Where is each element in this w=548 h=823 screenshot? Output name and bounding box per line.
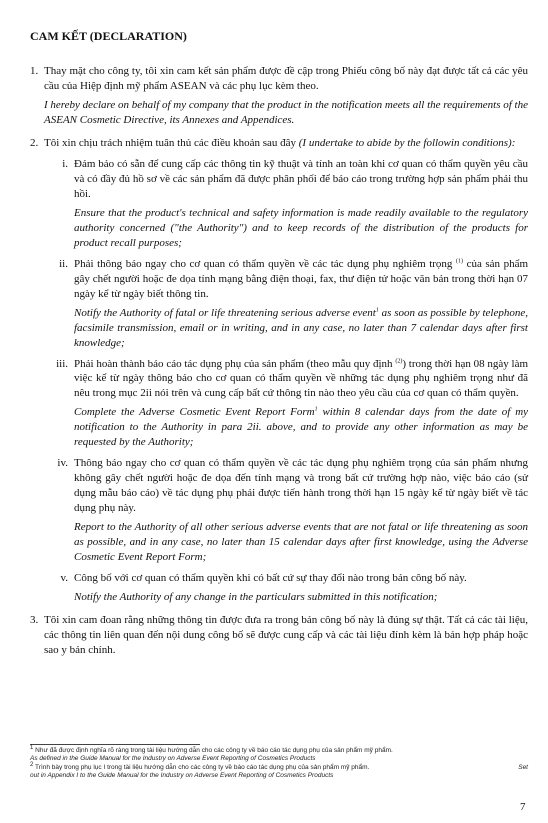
footnotes [30, 744, 528, 781]
condition-text-vi [74, 257, 528, 302]
condition-text-en-b: within 8 calendar days from the date of my notification to the Authority in para 2ii. above, and to provide any other information as may be requested by the Authority; [74, 406, 529, 449]
declaration-page [30, 28, 528, 666]
condition-text-en: Notify the Authority of any change in the particulars submitted in this notification; [74, 590, 438, 603]
declaration-item-1 [30, 64, 528, 128]
condition-text-en: Report to the Authority of all other serious adverse events that are not fatal or life threatening as soon as possible, and in any case, no later than 15 calendar days after first knowledge, using the Adverse Cosmetic Event Report Form; [74, 521, 528, 563]
footnote-2-en-start: Set [518, 763, 528, 771]
footnote-mark: 2 [30, 761, 34, 768]
item-text-vi [44, 136, 528, 151]
condition-text-en [74, 405, 528, 450]
item-text-en: I hereby declare on behalf of my company that the product in the notification meets all the requirements of the ASEAN Cosmetic Directive, its Annexes and Appendices. [44, 99, 528, 127]
item-number: 3. [30, 613, 39, 626]
condition-text-en-a: Notify the Authority of fatal or life threatening serious adverse event [74, 306, 376, 319]
condition-text-vi: Thông báo ngay cho cơ quan có thẩm quyền về các tác dụng phụ nghiêm trọng của sản phẩm nhưng không gây chết người hoặc đe dọa đến tính mạng và trong bất cứ trường hợp nào, việc báo cáo (sử dụng mẫu báo cáo) về tác dụng phụ phải được tiến hành trong thời hạn 15 ngày kể từ ngày biết về tác dụng phụ này. [74, 457, 528, 515]
page-title: CAM KẾT (DECLARATION) [30, 29, 187, 43]
condition-text-en-a: Complete the Adverse Cosmetic Event Report Form [74, 406, 315, 419]
footnote-1-vi [30, 744, 528, 755]
item-number: 2. [30, 137, 39, 150]
declaration-item-2 [30, 136, 528, 605]
condition-text-vi: Công bố với cơ quan có thẩm quyền khi có bất cứ sự thay đổi nào trong bản công bố này. [74, 571, 467, 584]
condition-i [44, 157, 528, 251]
footnote-2-vi-line [30, 761, 370, 772]
condition-text-en-b: as soon as possible by telephone, facsimile transmission, email or in writing, and in any case, no later than 7 calendar days after first knowledge; [74, 306, 528, 349]
footnote-2-en: out in Appendix I to the Guide Manual for the Industry on Adverse Event Reporting of Cosmetics Products [30, 772, 334, 780]
condition-v [44, 571, 528, 605]
condition-iii [44, 357, 528, 451]
condition-number: iii. [56, 357, 68, 370]
condition-text-vi-a: Phải thông báo ngay cho cơ quan có thẩm quyền về các tác dụng phụ nghiêm trọng [74, 257, 453, 270]
condition-text-en: Ensure that the product's technical and safety information is made readily available to the regulatory authority concerned ("the Authority") and to keep records of the distribution of the products for product recall purposes; [74, 206, 528, 249]
item-text-vi: Thay mặt cho công ty, tôi xin cam kết sản phẩm được đề cập trong Phiếu công bố này đạt được tất cả các yêu cầu của Hiệp định mỹ phẩm ASEAN và các phụ lục kèm theo. [44, 65, 528, 93]
condition-text-vi-b: của sản phẩm gây chết người hoặc đe dọa tính mạng bằng điện thoại, fax, thư điện tử hoặc văn bản trong thời hạn 07 ngày kể từ ngày biết thông tin. [74, 257, 529, 300]
footnote-1-vi-text: Như đã được định nghĩa rõ ràng trong tài liệu hướng dẫn cho các công ty về báo cáo tác dụng phụ của sản phẩm mỹ phẩm. [35, 747, 393, 754]
condition-number: iv. [57, 457, 68, 470]
condition-text-vi [74, 357, 528, 402]
footnote-ref: (1) [456, 258, 463, 265]
condition-ii [44, 257, 528, 351]
declaration-item-3 [30, 613, 528, 658]
footnote-2-vi-text: Trình bày trong phụ lục I trong tài liệu hướng dẫn cho các công ty về báo cáo tác dụng phụ của sản phẩm mỹ phẩm. [35, 763, 370, 771]
condition-number: i. [62, 158, 68, 171]
condition-number: v. [60, 571, 68, 584]
condition-text-vi-b: ) trong thời hạn 08 ngày làm việc kể từ ngày thông báo cho cơ quan có thẩm quyền về những tác dụng phụ nghiêm trọng như đã nêu trong mục 2ii nói trên và cung cấp bất cứ thông tin nào theo yêu cầu của cơ quan có thẩm quyền. [74, 357, 529, 400]
condition-iv [44, 456, 528, 565]
footnote-ref: 1 [314, 406, 318, 413]
condition-text-vi: Đảm bảo có sẵn để cung cấp các thông tin kỹ thuật và tính an toàn khi cơ quan có thẩm quyền yêu cầu và có đầy đủ hồ sơ về các sản phẩm đã được phân phối để báo cáo trong trường hợp sản phẩm phải thu hồi. [74, 158, 528, 200]
condition-text-en [74, 306, 528, 351]
condition-text-vi-a: Phải hoàn thành báo cáo tác dụng phụ của sản phẩm (theo mẫu quy định [74, 357, 393, 370]
condition-number: ii. [59, 257, 68, 270]
item-text-en-inline: (I undertake to abide by the followin conditions): [298, 137, 516, 150]
item-text-vi-main: Tôi xin chịu trách nhiệm tuân thủ các điều khoản sau đây [44, 137, 297, 150]
page-number: 7 [520, 801, 526, 813]
item-number: 1. [30, 65, 39, 78]
footnote-divider [30, 744, 200, 745]
footnote-ref: 1 [375, 307, 379, 313]
item-text-vi: Tôi xin cam đoan rằng những thông tin được đưa ra trong bản công bố này là đúng sự thật. Tất cả các tài liệu, các thông tin liên quan đến nội dung công bố sẽ được cung cấp và các tài liệu đính kèm là bản hợp pháp hoặc sao y bản chính. [44, 613, 528, 656]
footnote-2-vi [30, 761, 528, 772]
footnote-ref: (2) [395, 357, 403, 364]
footnote-1-en: As defined in the Guide Manual for the Industry on Adverse Event Reporting of Cosmetics Products [30, 755, 316, 763]
footnote-mark: 1 [30, 744, 34, 751]
